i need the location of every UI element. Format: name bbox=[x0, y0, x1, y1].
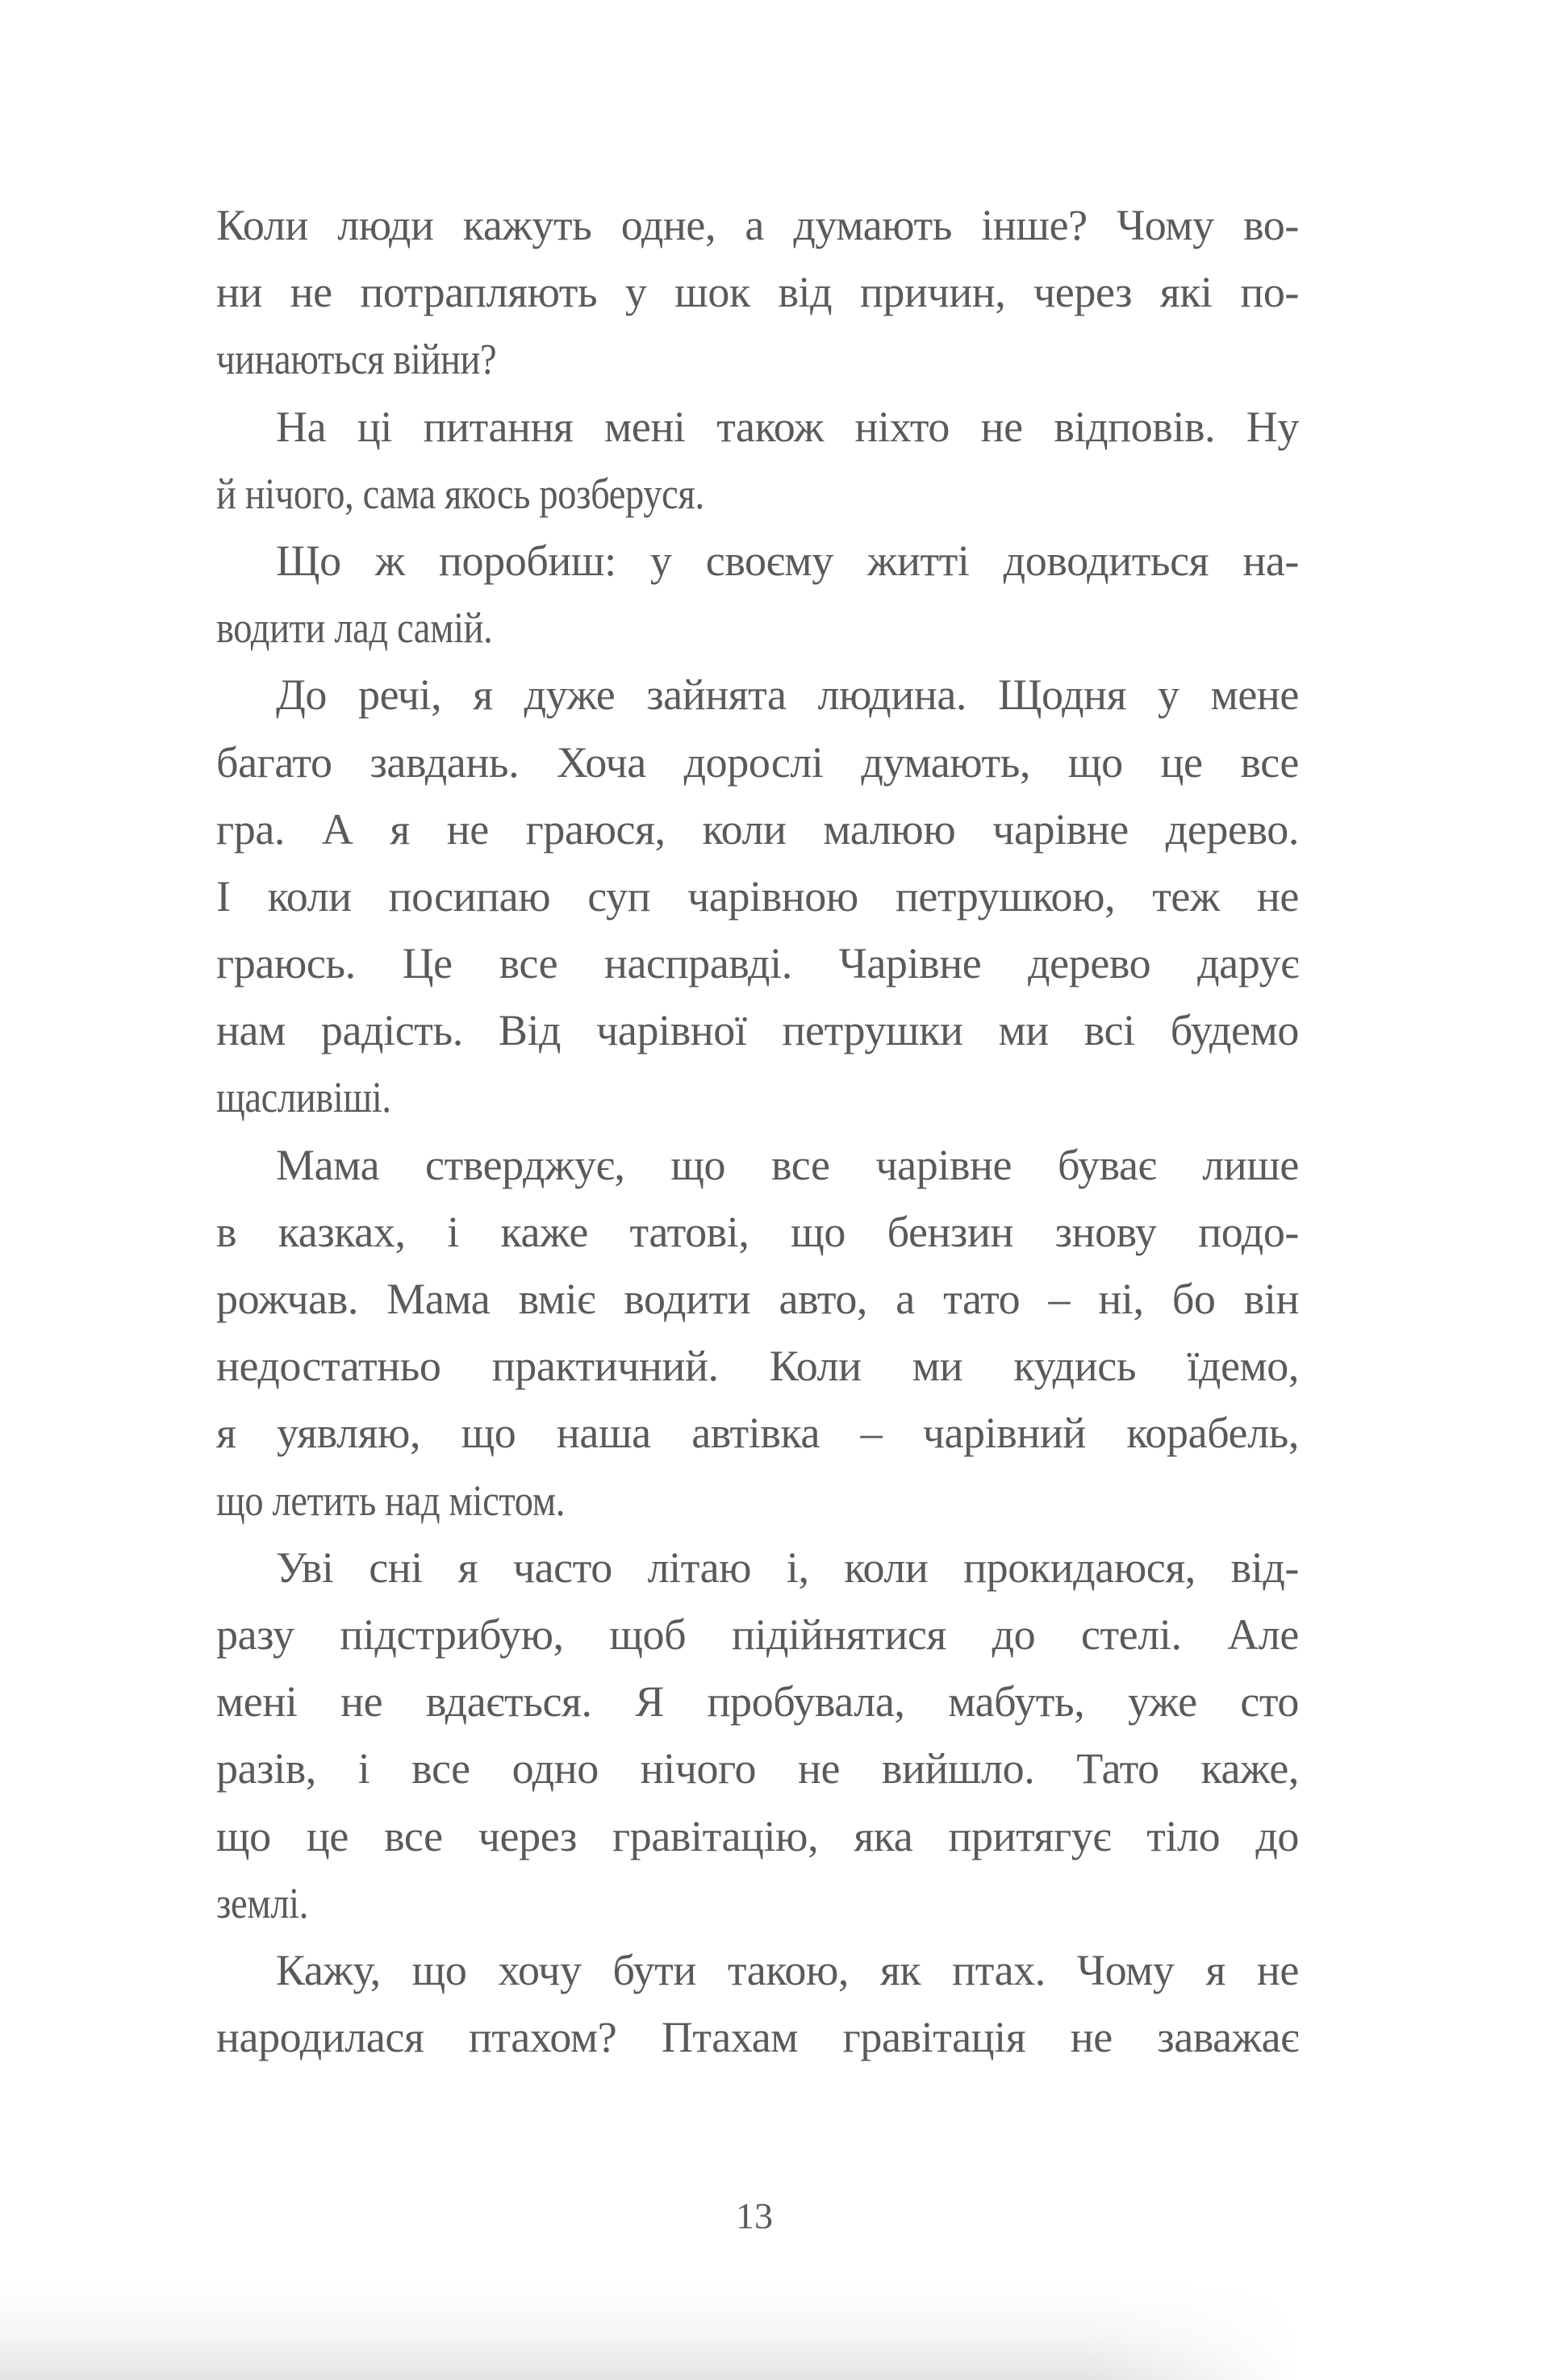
paragraph-3 bbox=[216, 528, 1299, 662]
text-line: що летить над містом. bbox=[216, 1476, 566, 1525]
page-bottom-shadow bbox=[0, 2283, 1549, 2380]
text-line: нам радість. Від чарівної петрушки ми всі будемо bbox=[216, 1006, 1299, 1055]
text-line: я уявляю, що наша автівка – чарівний корабель, bbox=[216, 1409, 1299, 1458]
text-line: ни не потрапляють у шок від причин, через які по- bbox=[216, 268, 1299, 317]
paragraph-4 bbox=[216, 662, 1299, 1131]
text-line: водити лад самій. bbox=[216, 603, 493, 653]
text-line: рожчав. Мама вміє водити авто, а тато – ні, бо він bbox=[216, 1275, 1299, 1323]
text-line: народилася птахом? Птахам гравітація не заважає bbox=[216, 2013, 1299, 2062]
text-line: щасливіші. bbox=[216, 1073, 391, 1122]
text-line: граюсь. Це все насправді. Чарівне дерево дарує bbox=[216, 939, 1299, 988]
text-line: Мама стверджує, що все чарівне буває лише bbox=[276, 1140, 1299, 1189]
page-number: 13 bbox=[736, 2195, 773, 2236]
paragraph-1 bbox=[216, 192, 1299, 394]
text-line: чинаються війни? bbox=[216, 335, 497, 384]
paragraph-5 bbox=[216, 1132, 1299, 1534]
text-line: Кажу, що хочу бути такою, як птах. Чому я не bbox=[276, 1945, 1299, 1994]
text-line: мені не вдається. Я пробувала, мабуть, уже сто bbox=[216, 1677, 1299, 1727]
text-line: що це все через гравітацію, яка притягує тіло до bbox=[216, 1811, 1299, 1860]
text-line: землі. bbox=[216, 1878, 308, 1927]
text-line: й нічого, сама якось розберуся. bbox=[216, 469, 704, 518]
text-line: І коли посипаю суп чарівною петрушкою, теж не bbox=[216, 871, 1299, 921]
text-line: багато завдань. Хоча дорослі думають, що це все bbox=[216, 737, 1299, 787]
text-line: До речі, я дуже зайнята людина. Щодня у мене bbox=[276, 670, 1299, 720]
text-line: На ці питання мені також ніхто не відповів. Ну bbox=[276, 402, 1299, 451]
text-line: недостатньо практичний. Коли ми кудись їдемо, bbox=[216, 1342, 1299, 1391]
paragraph-7 bbox=[216, 1937, 1299, 2071]
paragraph-2 bbox=[216, 394, 1299, 528]
paragraph-6 bbox=[216, 1534, 1299, 1937]
text-line: Що ж поробиш: у своєму житті доводиться на- bbox=[276, 536, 1299, 585]
text-line: Уві сні я часто літаю і, коли прокидаюся, від- bbox=[276, 1543, 1299, 1592]
text-line: Коли люди кажуть одне, а думають інше? Чому во- bbox=[216, 201, 1299, 249]
text-line: гра. А я не граюся, коли малюю чарівне дерево. bbox=[216, 804, 1299, 854]
text-line: разів, і все одно нічого не вийшло. Тато каже, bbox=[216, 1744, 1299, 1793]
page-body-text bbox=[216, 192, 1299, 2071]
text-line: разу підстрибую, щоб підійнятися до стелі. Але bbox=[216, 1610, 1299, 1659]
text-line: в казках, і каже татові, що бензин знову подо- bbox=[216, 1207, 1299, 1256]
